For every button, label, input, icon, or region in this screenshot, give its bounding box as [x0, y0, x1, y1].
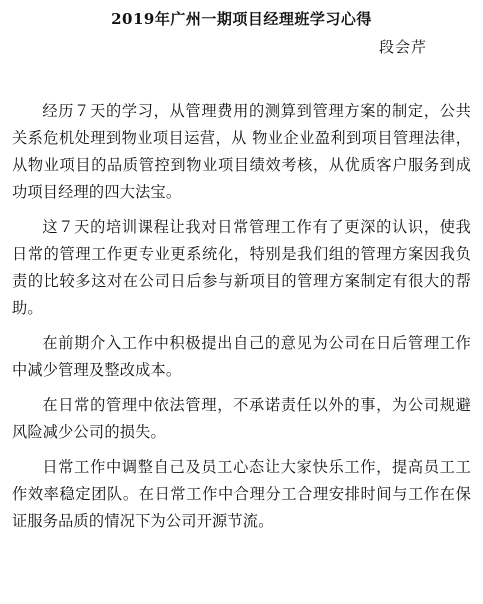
- document-title: 2019年广州一期项目经理班学习心得: [111, 10, 372, 28]
- paragraph-2: 这７天的培训课程让我对日常管理工作有了更深的认识，使我日常的管理工作更专业更系统化，特别是我们组的管理方案因我负责的比较多这对在公司日后参与新项目的管理方案制定有很大的帮助。: [12, 218, 471, 317]
- document-body: [12, 98, 471, 543]
- paragraph-5: 日常工作中调整自己及员工心态让大家快乐工作，提高员工工作效率稳定团队。在日常工作中合理分工合理安排时间与工作在保证服务品质的情况下为公司开源节流。: [12, 458, 471, 530]
- paragraph-1: 经历７天的学习，从管理费用的测算到管理方案的制定，公共关系危机处理到物业项目运营，从 物业企业盈利到项目管理法律，从物业项目的品质管控到物业项目绩效考核，从优质客户服务到成功项目经理的四大法宝。: [12, 102, 471, 201]
- document-author: 段会芹: [378, 38, 427, 56]
- paragraph-4: 在日常的管理中依法管理，不承诺责任以外的事，为公司规避风险减少公司的损失。: [12, 396, 471, 441]
- paragraph-3: 在前期介入工作中积极提出自己的意见为公司在日后管理工作中减少管理及整改成本。: [12, 334, 471, 379]
